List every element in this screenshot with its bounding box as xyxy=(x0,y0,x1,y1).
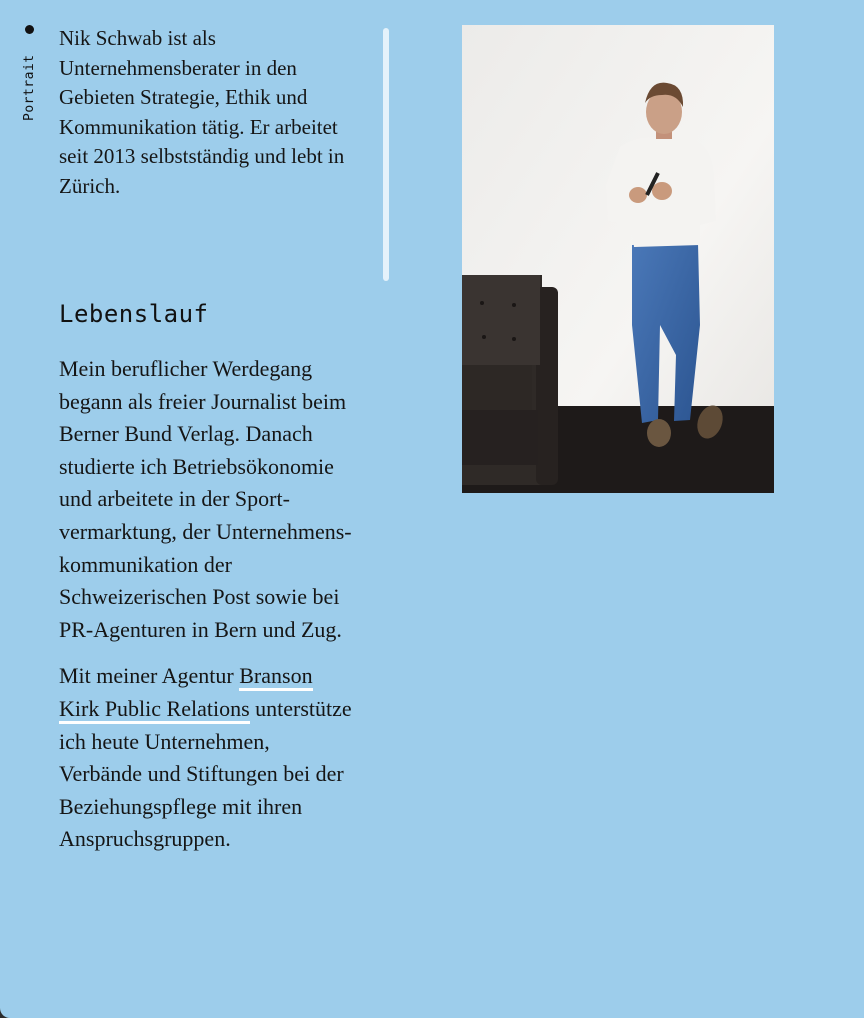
cv-text: Mit meiner Agentur xyxy=(59,663,240,689)
cv-body xyxy=(59,353,355,870)
cv-paragraph xyxy=(59,660,355,856)
intro-text: Nik Schwab ist als Unternehmensberater in den Gebieten Strategie, Ethik und Kommunikation tätig. Er arbeitet seit 2013 selbstständig und lebt in Zürich. xyxy=(59,26,345,198)
section-label: Portrait xyxy=(22,54,37,121)
cv-text: unterstütze ich heute Unternehmen, Verbände und Stiftungen bei der Beziehungspflege mit ihren Anspruchsgruppen. xyxy=(59,695,352,852)
section-marker xyxy=(19,24,41,124)
agency-link[interactable]: Branson Kirk Public Relations xyxy=(59,663,313,724)
cv-paragraph: Mein beruflicher Werdegang begann als freier Journalist beim Berner Bund Verlag. Danach studierte ich Betriebsökonomie und arbeitete in der Sportvermarktung, der Unternehmenskommunikation der Schweizerischen Post sowie bei PR-Agenturen in Bern und Zug. xyxy=(59,356,352,642)
portrait-image xyxy=(462,25,774,493)
bullet-dot-icon xyxy=(25,25,34,34)
armchair xyxy=(462,275,558,485)
portrait-photo xyxy=(462,25,774,493)
cv-heading: Lebenslauf xyxy=(59,300,209,328)
scrollbar[interactable] xyxy=(383,28,389,281)
